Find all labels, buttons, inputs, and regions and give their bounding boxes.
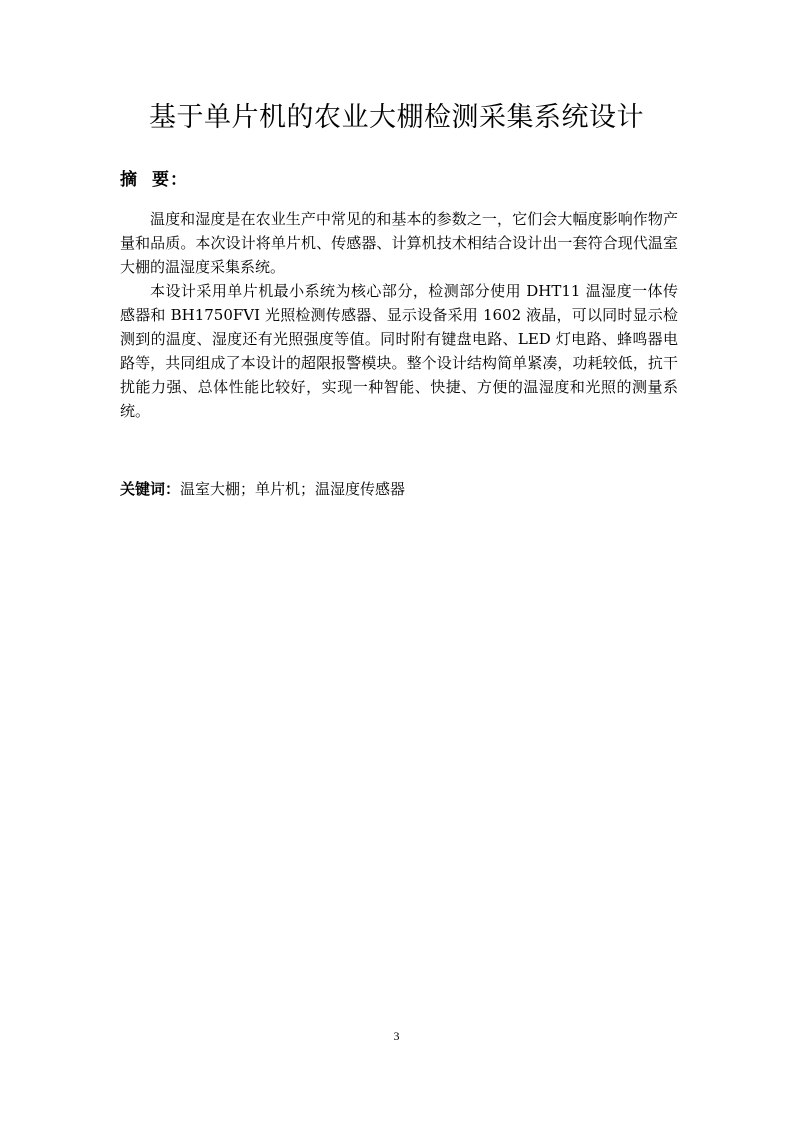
- abstract-heading: [120, 168, 188, 192]
- abstract-paragraph-2: 本设计采用单片机最小系统为核心部分，检测部分使用 DHT11 温湿度一体传感器和 BH1750FVI 光照检测传感器、显示设备采用 1602 液晶，可以同时显示检测到的温度、湿度还有光照强度等值。同时附有键盘电路、LED 灯电路、蜂鸣器电路等，共同组成了本设计的超限报警模块。整个设计结构简单紧凑，功耗较低，抗干扰能力强、总体性能比较好，实现一种智能、快捷、方便的温湿度和光照的测量系统。: [120, 282, 678, 420]
- keywords-line: [120, 477, 405, 502]
- keywords-label: 关键词：: [120, 480, 181, 498]
- abstract-heading-part-2: 要：: [152, 170, 188, 190]
- keywords-value: 温室大棚；单片机；温湿度传感器: [180, 480, 406, 498]
- page-number: 3: [393, 1029, 400, 1043]
- abstract-heading-part-1: 摘: [120, 170, 138, 190]
- document-title: 基于单片机的农业大棚检测采集系统设计: [149, 102, 644, 133]
- abstract-paragraph-1: 温度和湿度是在农业生产中常见的和基本的参数之一，它们会大幅度影响作物产量和品质。本次设计将单片机、传感器、计算机技术相结合设计出一套符合现代温室大棚的温湿度采集系统。: [120, 210, 678, 276]
- abstract-body: [120, 207, 678, 423]
